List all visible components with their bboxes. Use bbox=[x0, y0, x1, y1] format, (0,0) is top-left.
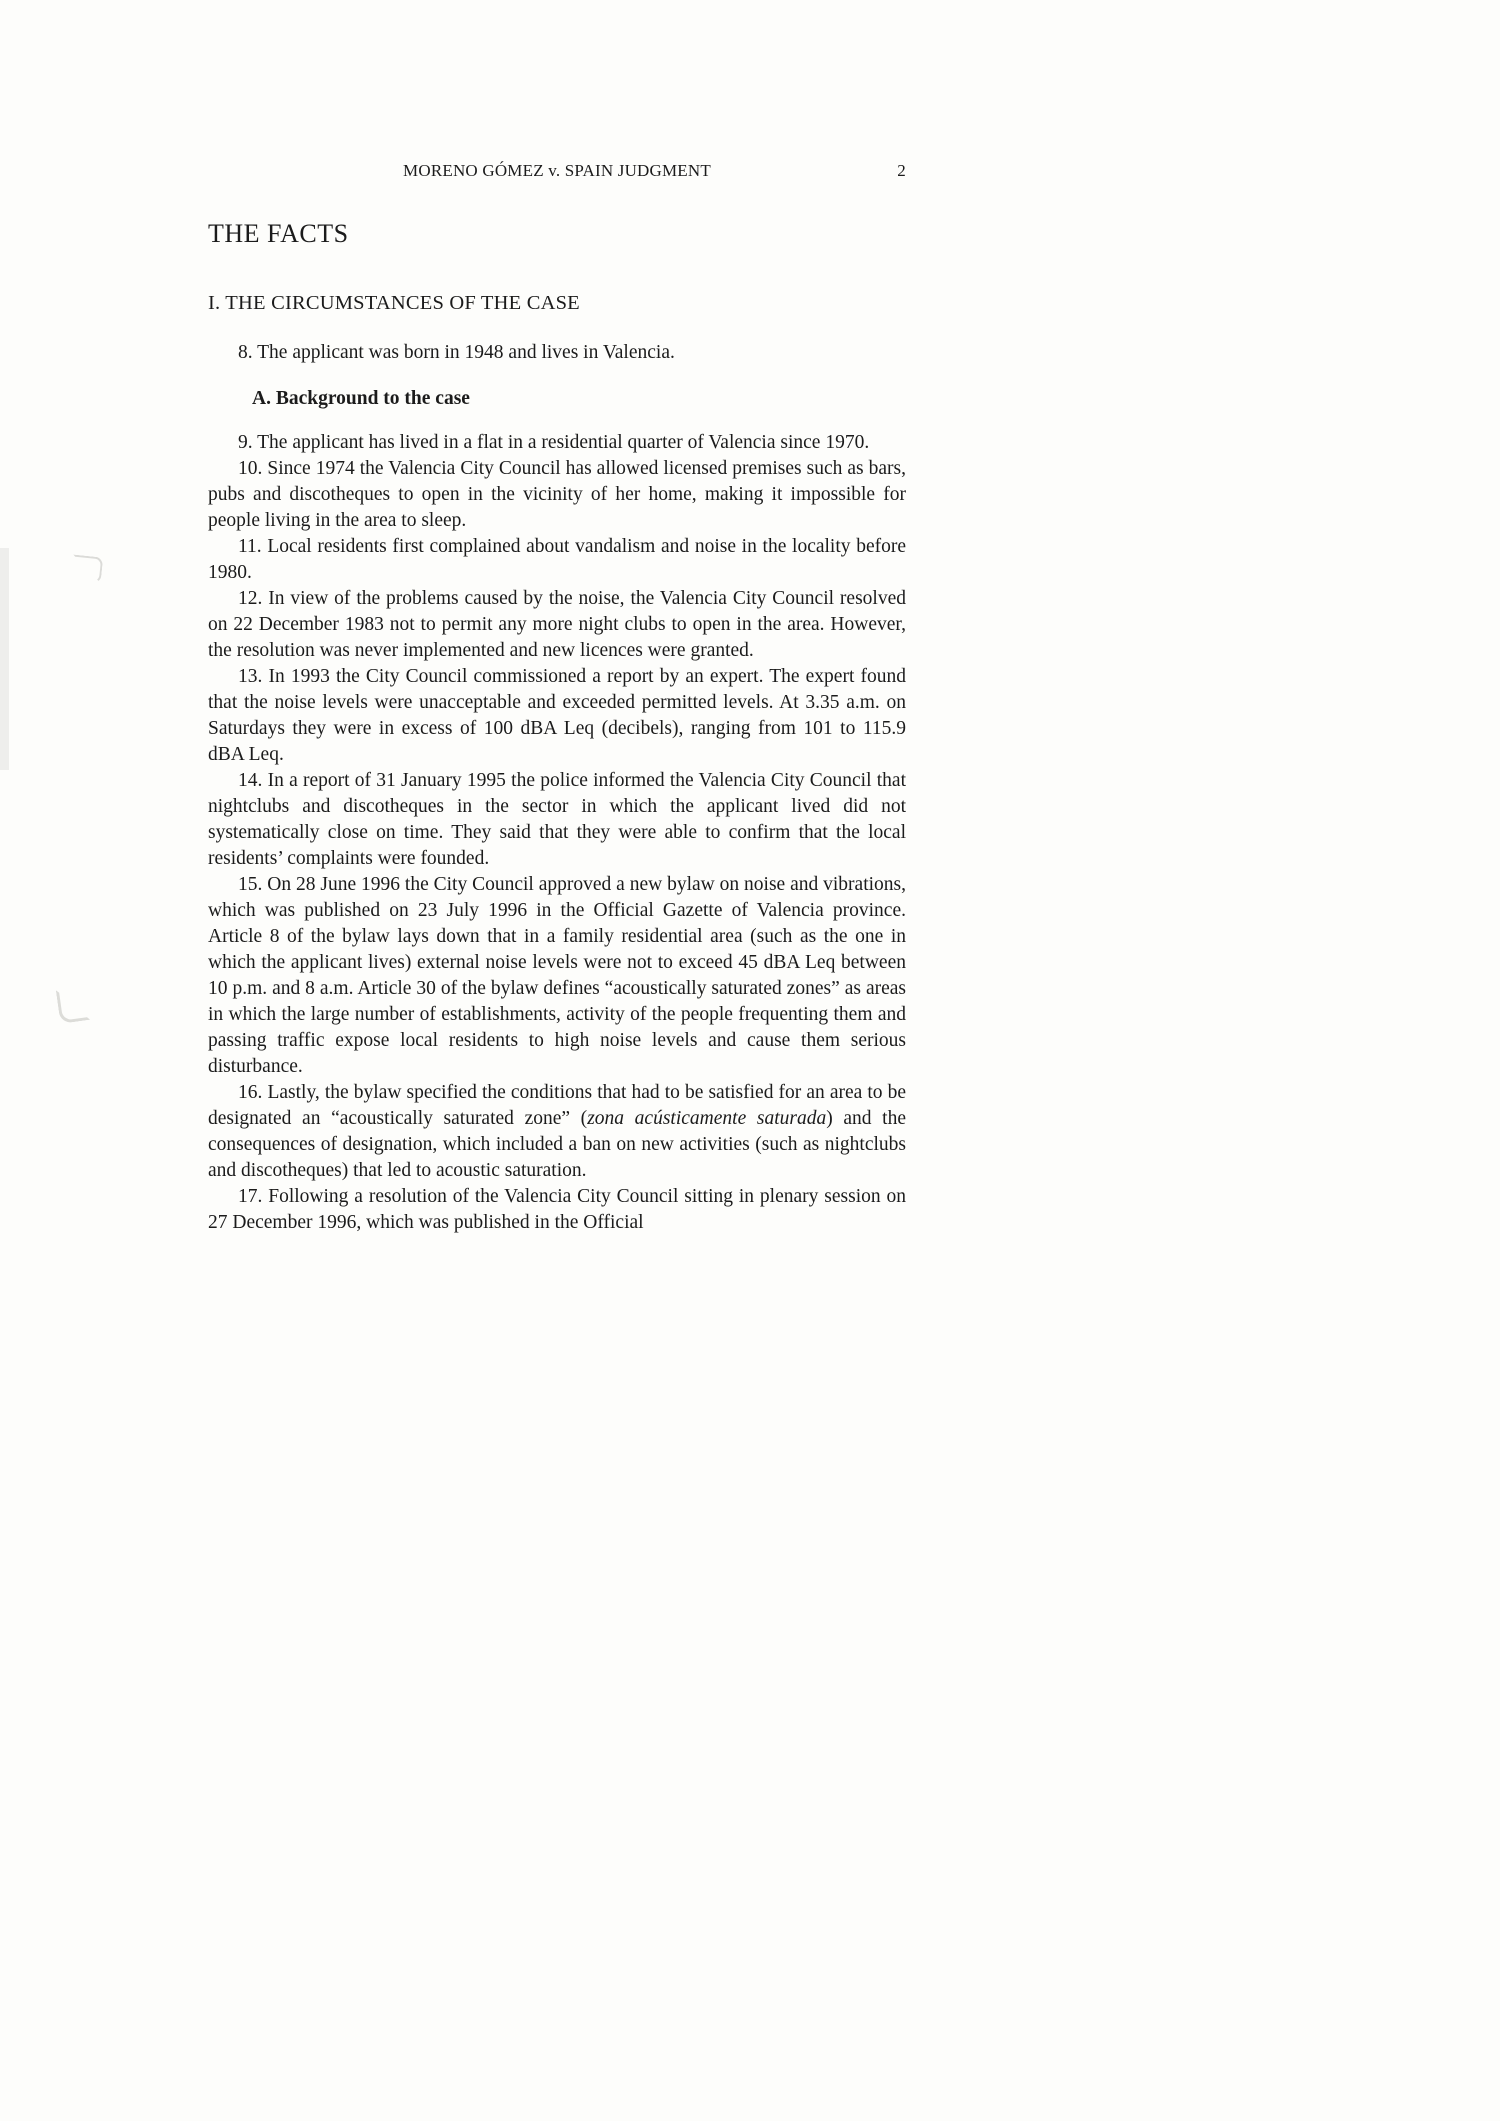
paragraph-14: 14. In a report of 31 January 1995 the police informed the Valencia City Council that nightclubs and discotheques in the sector in which the applicant lived did not systematically close on time. They said that they were able to confirm that the local residents’ complaints were founded. bbox=[208, 770, 906, 869]
running-header bbox=[208, 160, 906, 182]
page-number: 2 bbox=[897, 161, 906, 180]
paragraph-10: 10. Since 1974 the Valencia City Council has allowed licensed premises such as bars, pubs and discotheques to open in the vicinity of her home, making it impossible for people living in the area to sleep. bbox=[208, 458, 906, 531]
document-content bbox=[208, 160, 906, 1236]
paragraph-16 bbox=[208, 1080, 906, 1184]
scan-artifact bbox=[71, 555, 104, 584]
subsection-heading-background: A. Background to the case bbox=[252, 388, 470, 409]
running-header-title: MORENO GÓMEZ v. SPAIN JUDGMENT bbox=[403, 161, 711, 180]
paragraph-16-italic-phrase: zona acústicamente saturada bbox=[587, 1108, 827, 1129]
paragraph-12: 12. In view of the problems caused by the noise, the Valencia City Council resolved on 22 December 1983 not to permit any more night clubs to open in the area. However, the resolution was never implemented and new licences were granted. bbox=[208, 588, 906, 661]
paragraph-8: 8. The applicant was born in 1948 and lives in Valencia. bbox=[238, 342, 675, 363]
scan-artifact bbox=[56, 986, 90, 1024]
paragraph-17: 17. Following a resolution of the Valencia City Council sitting in plenary session on 27 December 1996, which was published in the Official bbox=[208, 1186, 906, 1233]
paragraph-15: 15. On 28 June 1996 the City Council approved a new bylaw on noise and vibrations, which was published on 23 July 1996 in the Official Gazette of Valencia province. Article 8 of the bylaw lays down that in a family residential area (such as the one in which the applicant lives) external noise levels were not to exceed 45 dBA Leq between 10 p.m. and 8 a.m. Article 30 of the bylaw defines “acoustically saturated zones” as areas in which the large number of establishments, activity of the people frequenting them and passing traffic expose local residents to high noise levels and cause them serious disturbance. bbox=[208, 874, 906, 1077]
scan-edge-shading bbox=[0, 548, 9, 770]
section-heading-circumstances: I. THE CIRCUMSTANCES OF THE CASE bbox=[208, 292, 580, 314]
paragraph-9: 9. The applicant has lived in a flat in a residential quarter of Valencia since 1970. bbox=[238, 432, 870, 453]
paragraph-16-text-after: ) and the consequences of designation, which included a ban on new activities (such as nightclubs and discotheques) that led to acoustic saturation. bbox=[208, 1108, 906, 1181]
paragraph-11: 11. Local residents first complained about vandalism and noise in the locality before 1980. bbox=[208, 536, 906, 583]
paragraph-13: 13. In 1993 the City Council commissioned a report by an expert. The expert found that the noise levels were unacceptable and exceeded permitted levels. At 3.35 a.m. on Saturdays they were in excess of 100 dBA Leq (decibels), ranging from 101 to 115.9 dBA Leq. bbox=[208, 666, 906, 765]
paragraph-16-text-before: 16. Lastly, the bylaw specified the conditions that had to be satisfied for an area to be designated an “acoustically saturated zone” ( bbox=[208, 1082, 906, 1129]
document-title: THE FACTS bbox=[208, 219, 349, 248]
